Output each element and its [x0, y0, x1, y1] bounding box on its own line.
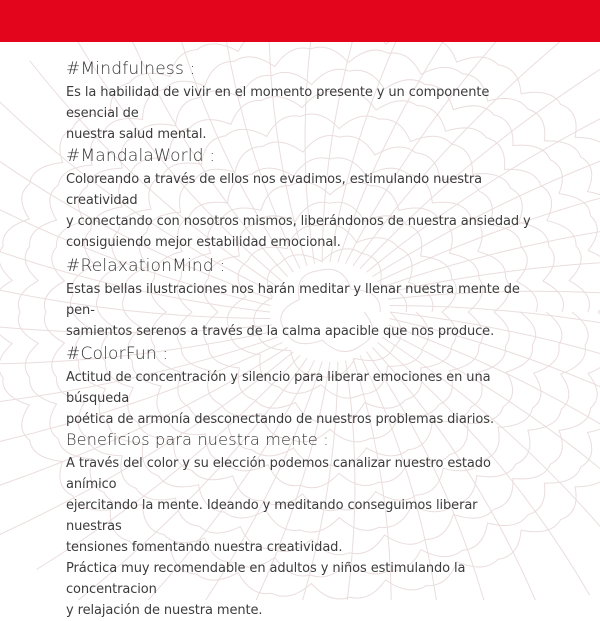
section-body — [66, 453, 536, 621]
section-heading: Beneficios para nuestra mente : — [66, 429, 536, 451]
section-mandalaworld — [66, 145, 536, 253]
body-line: Coloreando a través de ellos nos evadimos, estimulando nuestra creatividad — [66, 172, 482, 208]
section-relaxationmind — [66, 255, 536, 342]
body-line: nuestra salud mental. — [66, 127, 206, 142]
section-heading: #RelaxationMind : — [66, 255, 536, 277]
body-line: consiguiendo mejor estabilidad emocional. — [66, 235, 341, 250]
body-line: y relajación de nuestra mente. — [66, 603, 262, 618]
body-line: tensiones fomentando nuestra creatividad. — [66, 540, 342, 555]
body-line: Actitud de concentración y silencio para liberar emociones en una búsqueda — [66, 370, 490, 406]
section-body — [66, 169, 536, 253]
section-body — [66, 279, 536, 342]
body-line: poética de armonía desconectando de nuestros problemas diarios. — [66, 412, 494, 427]
section-body — [66, 82, 536, 145]
section-heading: #ColorFun : — [66, 343, 536, 365]
section-beneficios — [66, 429, 536, 621]
body-line: samientos serenos a través de la calma apacible que nos produce. — [66, 324, 494, 339]
section-heading: #Mindfulness : — [66, 58, 536, 80]
top-red-banner — [0, 0, 600, 42]
body-line: A través del color y su elección podemos canalizar nuestro estado anímico — [66, 456, 491, 492]
section-colorfun — [66, 343, 536, 430]
body-line: Práctica muy recomendable en adultos y niños estimulando la concentracion — [66, 561, 465, 597]
body-line: Estas bellas ilustraciones nos harán meditar y llenar nuestra mente de pen- — [66, 282, 520, 318]
body-line: Es la habilidad de vivir en el momento presente y un componente esencial de — [66, 85, 489, 121]
section-heading: #MandalaWorld : — [66, 145, 536, 167]
section-mindfulness — [66, 58, 536, 145]
body-line: y conectando con nosotros mismos, liberándonos de nuestra ansiedad y — [66, 214, 531, 229]
body-line: ejercitando la mente. Ideando y meditando conseguimos liberar nuestras — [66, 498, 477, 534]
section-body — [66, 367, 536, 430]
